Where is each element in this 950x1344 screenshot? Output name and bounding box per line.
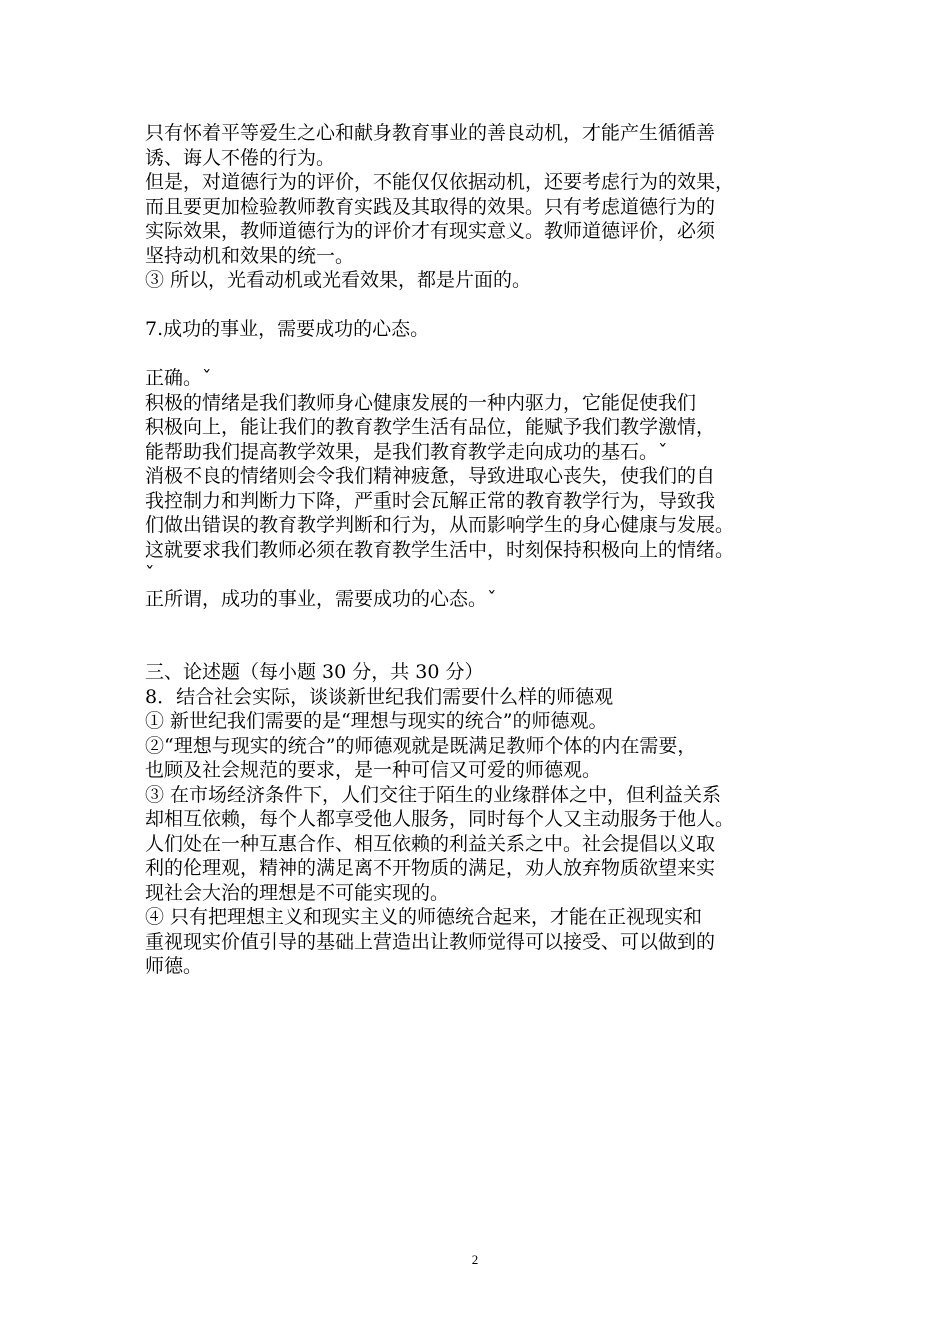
question-7-answer: 正确。ˇ xyxy=(145,367,212,389)
blank-line xyxy=(145,342,825,367)
blank-line xyxy=(145,293,825,318)
question-7-title: 7.成功的事业，需要成功的心态。 xyxy=(145,318,430,340)
text-line: 消极不良的情绪则会令我们精神疲惫，导致进取心丧失，使我们的自 xyxy=(145,465,716,487)
text-line: 坚持动机和效果的统一。 xyxy=(145,244,355,267)
text-line: 正所谓，成功的事业，需要成功的心态。ˇ xyxy=(145,587,497,610)
text-line: 却相互依赖，每个人都享受他人服务，同时每个人又主动服务于他人。 xyxy=(145,808,735,830)
blank-line xyxy=(145,636,825,661)
text-line: 只有怀着平等爱生之心和献身教育事业的善良动机，才能产生循循善 xyxy=(145,122,716,144)
section-3-heading: 三、论述题（每小题 30 分，共 30 分） xyxy=(145,661,484,683)
text-line: 现社会大治的理想是不可能实现的。 xyxy=(145,881,450,904)
text-line: ˇ xyxy=(145,563,155,585)
text-line: ③ 在市场经济条件下，人们交往于陌生的业缘群体之中，但利益关系 xyxy=(145,783,722,806)
text-line: 们做出错误的教育教学判断和行为，从而影响学生的身心健康与发展。 xyxy=(145,514,735,536)
text-line: ③ 所以，光看动机或光看效果，都是片面的。 xyxy=(145,269,532,291)
text-line: 积极向上，能让我们的教育教学生活有品位，能赋予我们教学激情， xyxy=(145,416,716,438)
text-line: 我控制力和判断力下降，严重时会瓦解正常的教育教学行为，导致我 xyxy=(145,489,716,512)
text-line: 师德。 xyxy=(145,955,203,977)
text-line: 重视现实价值引导的基础上营造出让教师觉得可以接受、可以做到的 xyxy=(145,930,716,953)
text-line: 这就要求我们教师必须在教育教学生活中，时刻保持积极向上的情绪。 xyxy=(145,538,735,561)
page-number: 2 xyxy=(471,1252,479,1267)
document-body xyxy=(145,121,825,979)
text-line: 利的伦理观，精神的满足离不开物质的满足，劝人放弃物质欲望来实 xyxy=(145,857,716,879)
text-line: 实际效果，教师道德行为的评价才有现实意义。教师道德评价，必须 xyxy=(145,220,716,242)
text-line: 诱、诲人不倦的行为。 xyxy=(145,146,336,169)
text-line: ②“理想与现实的统合”的师德观就是既满足教师个体的内在需要， xyxy=(145,734,697,757)
text-line: 人们处在一种互惠合作、相互依赖的利益关系之中。社会提倡以义取 xyxy=(145,832,716,855)
question-8-title: 8．结合社会实际，谈谈新世纪我们需要什么样的师德观 xyxy=(145,685,614,708)
text-line: 能帮助我们提高教学效果，是我们教育教学走向成功的基石。ˇ xyxy=(145,440,668,463)
text-line: 而且要更加检验教师教育实践及其取得的效果。只有考虑道德行为的 xyxy=(145,195,716,218)
blank-line xyxy=(145,611,825,636)
text-line: ① 新世纪我们需要的是“理想与现实的统合”的师德观。 xyxy=(145,710,608,732)
text-line: ④ 只有把理想主义和现实主义的师德统合起来，才能在正视现实和 xyxy=(145,906,703,928)
text-line: 也顾及社会规范的要求，是一种可信又可爱的师德观。 xyxy=(145,759,602,781)
text-line: 但是，对道德行为的评价，不能仅仅依据动机，还要考虑行为的效果， xyxy=(145,171,735,193)
text-line: 积极的情绪是我们教师身心健康发展的一种内驱力，它能促使我们 xyxy=(145,391,697,414)
